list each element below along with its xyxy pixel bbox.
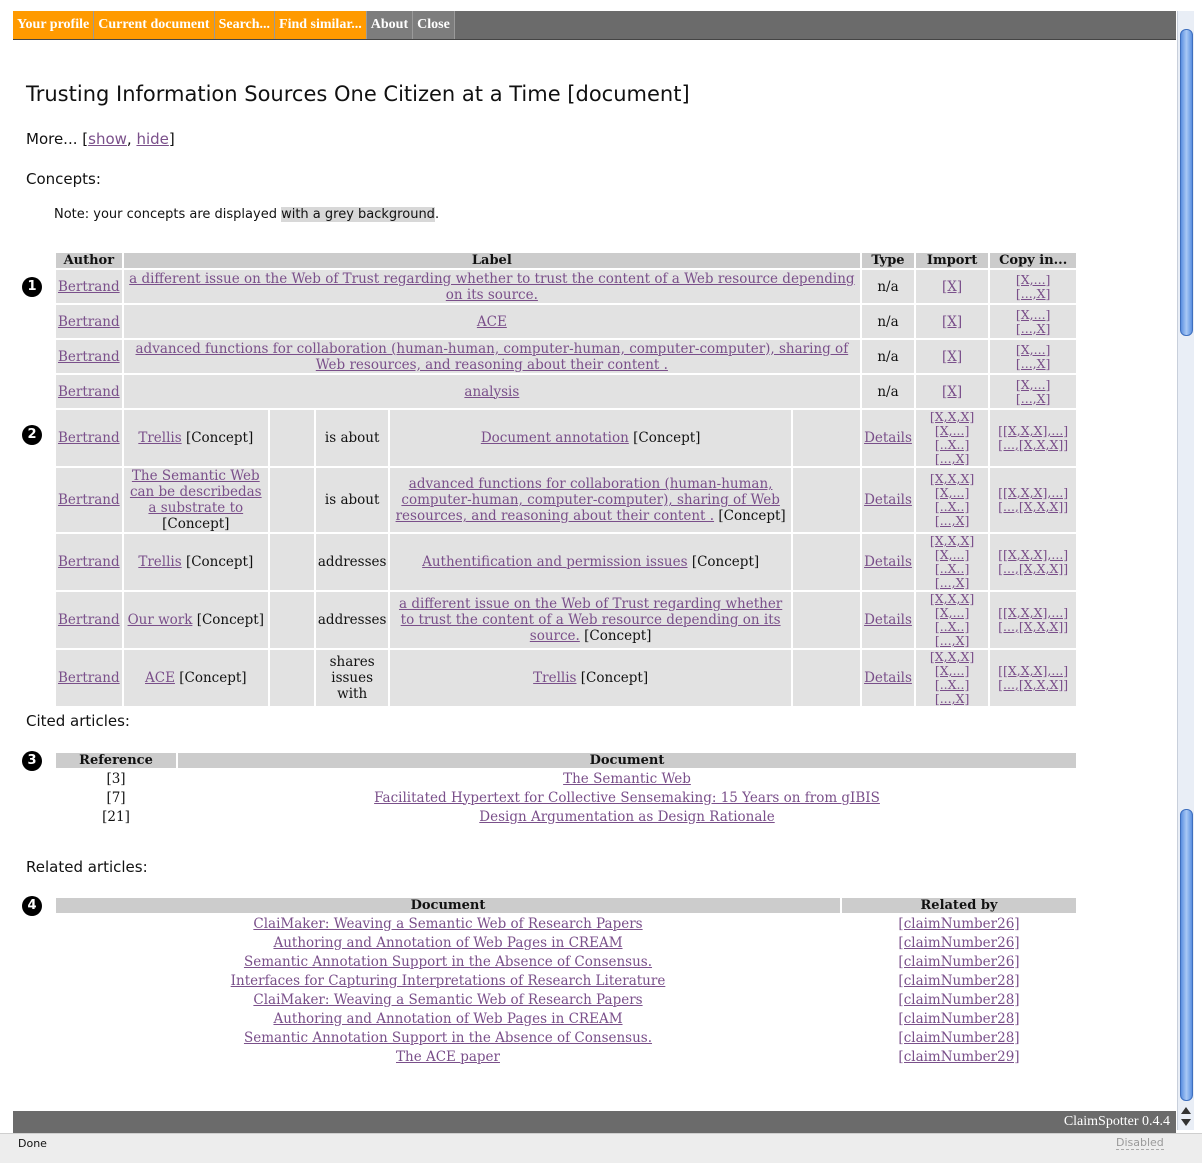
cited-document-link[interactable]: The Semantic Web xyxy=(563,770,691,787)
import-link[interactable]: [X] xyxy=(942,278,963,295)
subject-cell xyxy=(124,468,268,532)
copy-link-first[interactable]: [X,...] xyxy=(1015,376,1051,392)
scroll-down-icon[interactable] xyxy=(1181,1119,1191,1126)
related-by-link[interactable]: [claimNumber26] xyxy=(898,915,1020,932)
empty-cell xyxy=(270,534,314,590)
relation-row xyxy=(56,650,1076,706)
relation-cell: is about xyxy=(316,468,389,532)
subject-link[interactable]: Our work xyxy=(127,612,193,628)
import-link-xxx[interactable]: [X,X,X] xyxy=(929,533,975,548)
import-cell xyxy=(916,340,988,373)
type-cell: n/a xyxy=(862,340,914,373)
subject-cell xyxy=(124,650,268,706)
concept-label-link[interactable]: ACE xyxy=(476,313,507,330)
menu-close[interactable]: Close xyxy=(413,11,455,39)
scrollbar-thumb[interactable] xyxy=(1180,29,1193,336)
subject-link[interactable]: The Semantic Web can be describedas a substrate to xyxy=(129,468,262,516)
header-document: Document xyxy=(178,753,1076,768)
object-cell xyxy=(390,592,790,648)
relation-row xyxy=(56,468,1076,532)
relation-row xyxy=(56,592,1076,648)
import-link-first[interactable]: [X,...] xyxy=(934,423,970,438)
author-link[interactable]: Bertrand xyxy=(58,348,120,365)
concepts-heading: Concepts: xyxy=(26,170,101,188)
object-link[interactable]: Trellis xyxy=(533,670,577,686)
document-cell xyxy=(56,1029,840,1046)
note-highlight: with a grey background xyxy=(281,207,435,222)
author-cell xyxy=(56,592,122,648)
cited-document-link[interactable]: Facilitated Hypertext for Collective Sensemaking: 15 Years on from gIBIS xyxy=(374,789,880,806)
menu-find-similar[interactable]: Find similar... xyxy=(275,11,367,39)
cited-row xyxy=(56,770,1076,787)
author-cell xyxy=(56,270,122,303)
menu-bar xyxy=(13,11,1176,40)
empty-cell xyxy=(793,468,860,532)
concept-tag: [Concept] xyxy=(633,430,701,446)
copy-link-last[interactable]: [...,[X,X,X]] xyxy=(998,561,1069,576)
related-document-link[interactable]: ClaiMaker: Weaving a Semantic Web of Research Papers xyxy=(253,915,643,932)
import-cell xyxy=(916,410,988,466)
concept-tag: [Concept] xyxy=(185,554,254,570)
related-document-link[interactable]: Semantic Annotation Support in the Absence of Consensus. xyxy=(243,1029,653,1046)
app-version: ClaimSpotter 0.4.4 xyxy=(1063,1114,1170,1129)
document-cell xyxy=(178,770,1076,787)
author-cell xyxy=(56,375,122,408)
header-copy-in: Copy in... xyxy=(990,253,1076,268)
show-link[interactable]: show xyxy=(88,130,127,148)
details-link[interactable]: Details xyxy=(864,492,912,508)
details-cell xyxy=(862,650,914,706)
object-link[interactable]: Authentification and permission issues xyxy=(422,554,688,570)
concept-row xyxy=(56,375,1076,408)
relation-cell: addresses xyxy=(316,534,389,590)
import-link-first[interactable]: [X,...] xyxy=(934,605,970,620)
import-link-xxx[interactable]: [X,X,X] xyxy=(929,471,975,486)
author-link[interactable]: Bertrand xyxy=(58,612,120,628)
scroll-up-icon[interactable] xyxy=(1181,1107,1191,1114)
empty-cell xyxy=(270,650,314,706)
concept-tag: [Concept] xyxy=(162,516,230,532)
empty-cell xyxy=(270,410,314,466)
empty-cell xyxy=(793,592,860,648)
related-row xyxy=(56,1029,1076,1046)
type-cell: n/a xyxy=(862,270,914,303)
scrollbar[interactable] xyxy=(1177,11,1194,1130)
import-link-xxx[interactable]: [X,X,X] xyxy=(929,649,975,664)
label-cell xyxy=(124,305,860,338)
author-link[interactable]: Bertrand xyxy=(58,492,120,508)
import-link-middle[interactable]: [..X..] xyxy=(934,677,970,692)
author-link[interactable]: Bertrand xyxy=(58,430,120,446)
details-link[interactable]: Details xyxy=(864,670,912,686)
page-title: Trusting Information Sources One Citizen at a Time [document] xyxy=(26,82,690,106)
related-by-link[interactable]: [claimNumber26] xyxy=(898,934,1020,951)
document-cell xyxy=(56,934,840,951)
related-by-link[interactable]: [claimNumber28] xyxy=(898,1029,1020,1046)
header-import: Import xyxy=(916,253,988,268)
import-link-last[interactable]: [...,X] xyxy=(934,513,970,528)
related-by-link[interactable]: [claimNumber29] xyxy=(898,1048,1020,1065)
document-cell xyxy=(56,991,840,1008)
import-cell xyxy=(916,468,988,532)
details-cell xyxy=(862,534,914,590)
author-cell xyxy=(56,410,122,466)
document-cell xyxy=(56,1048,840,1065)
author-link[interactable]: Bertrand xyxy=(58,278,120,295)
note xyxy=(54,207,439,222)
status-disabled: Disabled xyxy=(1116,1136,1164,1149)
subject-link[interactable]: ACE xyxy=(145,670,175,686)
concept-tag: [Concept] xyxy=(580,670,649,686)
details-link[interactable]: Details xyxy=(864,612,912,628)
details-cell xyxy=(862,592,914,648)
import-link-first[interactable]: [X,...] xyxy=(934,663,970,678)
copy-link-first[interactable]: [X,...] xyxy=(1015,341,1051,357)
header-author: Author xyxy=(56,253,122,268)
import-link-xxx[interactable]: [X,X,X] xyxy=(929,591,975,606)
related-row xyxy=(56,1048,1076,1065)
related-by-cell xyxy=(842,934,1076,951)
author-cell xyxy=(56,468,122,532)
concept-tag: [Concept] xyxy=(584,628,652,644)
concept-row xyxy=(56,340,1076,373)
note-end: . xyxy=(434,207,440,222)
related-by-cell xyxy=(842,953,1076,970)
import-link-middle[interactable]: [..X..] xyxy=(934,619,970,634)
related-by-cell xyxy=(842,972,1076,989)
cited-row xyxy=(56,808,1076,825)
related-row xyxy=(56,915,1076,932)
related-document-link[interactable]: ClaiMaker: Weaving a Semantic Web of Research Papers xyxy=(253,991,643,1008)
related-document-link[interactable]: Semantic Annotation Support in the Absence of Consensus. xyxy=(243,953,653,970)
concept-tag: [Concept] xyxy=(691,554,760,570)
type-cell: n/a xyxy=(862,375,914,408)
concept-row xyxy=(56,305,1076,338)
import-link-middle[interactable]: [..X..] xyxy=(934,499,970,514)
import-link-first[interactable]: [X,...] xyxy=(934,547,970,562)
related-by-link[interactable]: [claimNumber28] xyxy=(898,1010,1020,1027)
subject-cell xyxy=(124,534,268,590)
concept-label-link[interactable]: advanced functions for collaboration (human-human, computer-human, computer-computer), sharing of Web resources, and reasoning about their content . xyxy=(135,340,849,373)
copy-link-first[interactable]: [[X,X,X],...] xyxy=(998,605,1069,620)
header-related-document: Document xyxy=(56,898,840,913)
object-link[interactable]: a different issue on the Web of Trust regarding whether to trust the content of a Web resource depending on its source. xyxy=(398,596,783,644)
subject-cell xyxy=(124,410,268,466)
scrollbar-thumb-lower[interactable] xyxy=(1180,809,1193,1101)
author-cell xyxy=(56,340,122,373)
related-by-cell xyxy=(842,915,1076,932)
document-cell xyxy=(56,972,840,989)
author-link[interactable]: Bertrand xyxy=(58,383,120,400)
related-document-link[interactable]: Interfaces for Capturing Interpretations of Research Literature xyxy=(230,972,666,989)
related-row xyxy=(56,953,1076,970)
import-link-middle[interactable]: [..X..] xyxy=(934,561,970,576)
copy-cell xyxy=(990,375,1076,408)
copy-link-last[interactable]: [...,[X,X,X]] xyxy=(998,499,1069,514)
related-articles-table xyxy=(54,896,1078,1067)
type-cell: n/a xyxy=(862,305,914,338)
copy-link-first[interactable]: [X,...] xyxy=(1015,271,1051,287)
import-cell xyxy=(916,592,988,648)
related-document-link[interactable]: Authoring and Annotation of Web Pages in CREAM xyxy=(273,934,623,951)
import-link-last[interactable]: [...,X] xyxy=(934,451,970,466)
import-link-first[interactable]: [X,...] xyxy=(934,485,970,500)
copy-link-last[interactable]: [...,[X,X,X]] xyxy=(998,677,1069,692)
document-cell xyxy=(56,915,840,932)
object-cell xyxy=(390,650,790,706)
details-cell xyxy=(862,468,914,532)
object-link[interactable]: Document annotation xyxy=(480,430,629,446)
related-row xyxy=(56,972,1076,989)
copy-link-first[interactable]: [[X,X,X],...] xyxy=(998,485,1069,500)
label-cell xyxy=(124,375,860,408)
import-link-last[interactable]: [...,X] xyxy=(934,575,970,590)
note-text: Note: your concepts are displayed xyxy=(54,207,282,222)
concepts-header-row xyxy=(56,253,1076,268)
concepts-table xyxy=(54,251,1078,708)
import-cell xyxy=(916,534,988,590)
bullet-3-icon: 3 xyxy=(22,751,42,771)
related-by-link[interactable]: [claimNumber28] xyxy=(898,991,1020,1008)
empty-cell xyxy=(270,592,314,648)
copy-link-last[interactable]: [...,[X,X,X]] xyxy=(998,437,1069,452)
author-cell xyxy=(56,534,122,590)
concept-tag: [Concept] xyxy=(718,508,786,524)
related-document-link[interactable]: Authoring and Annotation of Web Pages in CREAM xyxy=(273,1010,623,1027)
import-link[interactable]: [X] xyxy=(942,383,963,400)
object-link[interactable]: advanced functions for collaboration (human-human, computer-human, computer-computer), sharing of Web resources, and reasoning about their content . xyxy=(395,476,780,524)
concept-label-link[interactable]: analysis xyxy=(464,383,520,400)
empty-cell xyxy=(793,650,860,706)
object-cell xyxy=(390,410,790,466)
concept-tag: [Concept] xyxy=(179,670,247,686)
related-by-link[interactable]: [claimNumber26] xyxy=(898,953,1020,970)
bullet-4-icon: 4 xyxy=(22,896,42,916)
import-cell xyxy=(916,375,988,408)
document-cell xyxy=(56,1010,840,1027)
relation-row xyxy=(56,534,1076,590)
import-cell xyxy=(916,305,988,338)
document-cell xyxy=(178,789,1076,806)
relation-cell: is about xyxy=(316,410,389,466)
header-type: Type xyxy=(862,253,914,268)
cited-articles-table xyxy=(54,751,1078,827)
reference-cell: [3] xyxy=(56,770,176,787)
header-related-by: Related by xyxy=(842,898,1076,913)
related-by-cell xyxy=(842,1010,1076,1027)
menu-your-profile[interactable]: Your profile xyxy=(13,11,94,39)
more-line: More... [show, hide] xyxy=(26,130,175,148)
relation-row xyxy=(56,410,1076,466)
object-cell xyxy=(390,534,790,590)
document-cell xyxy=(56,953,840,970)
bullet-1-icon: 1 xyxy=(22,277,42,297)
footer-bar xyxy=(13,1111,1176,1133)
empty-cell xyxy=(793,534,860,590)
concept-label-link[interactable]: a different issue on the Web of Trust regarding whether to trust the content of a Web resource depending on its source. xyxy=(129,270,855,303)
import-cell xyxy=(916,650,988,706)
subject-cell xyxy=(124,592,268,648)
menu-search[interactable]: Search... xyxy=(215,11,275,39)
header-reference: Reference xyxy=(56,753,176,768)
copy-link-first[interactable]: [[X,X,X],...] xyxy=(998,423,1069,438)
copy-cell xyxy=(990,468,1076,532)
cited-row xyxy=(56,789,1076,806)
details-link[interactable]: Details xyxy=(864,430,912,446)
related-by-cell xyxy=(842,1048,1076,1065)
related-row xyxy=(56,934,1076,951)
details-link[interactable]: Details xyxy=(864,554,912,570)
reference-cell: [21] xyxy=(56,808,176,825)
copy-link-last[interactable]: [...,X] xyxy=(1015,285,1051,301)
menu-current-document[interactable]: Current document xyxy=(94,11,214,39)
concept-row xyxy=(56,270,1076,303)
related-articles-heading: Related articles: xyxy=(26,858,148,876)
copy-cell xyxy=(990,534,1076,590)
hide-link[interactable]: hide xyxy=(136,130,169,148)
copy-link-first[interactable]: [[X,X,X],...] xyxy=(998,663,1069,678)
menu-about[interactable]: About xyxy=(367,11,413,39)
copy-link-last[interactable]: [...,X] xyxy=(1015,320,1051,336)
header-label: Label xyxy=(124,253,860,268)
label-cell xyxy=(124,270,860,303)
empty-cell xyxy=(270,468,314,532)
bullet-2-icon: 2 xyxy=(22,425,42,445)
more-label: More... xyxy=(26,130,78,148)
copy-cell xyxy=(990,592,1076,648)
cited-articles-heading: Cited articles: xyxy=(26,712,130,730)
empty-cell xyxy=(793,410,860,466)
related-row xyxy=(56,991,1076,1008)
copy-cell xyxy=(990,340,1076,373)
import-link[interactable]: [X] xyxy=(942,313,963,330)
import-cell xyxy=(916,270,988,303)
relation-cell: shares issues with xyxy=(316,650,389,706)
copy-cell xyxy=(990,650,1076,706)
copy-link-last[interactable]: [...,[X,X,X]] xyxy=(998,619,1069,634)
related-by-link[interactable]: [claimNumber28] xyxy=(898,972,1020,989)
relation-cell: addresses xyxy=(316,592,389,648)
copy-cell xyxy=(990,270,1076,303)
subject-link[interactable]: Trellis xyxy=(138,430,182,446)
import-link-middle[interactable]: [..X..] xyxy=(934,437,970,452)
details-cell xyxy=(862,410,914,466)
related-by-cell xyxy=(842,991,1076,1008)
cited-header-row xyxy=(56,753,1076,768)
copy-link-first[interactable]: [[X,X,X],...] xyxy=(998,547,1069,562)
reference-cell: [7] xyxy=(56,789,176,806)
related-by-cell xyxy=(842,1029,1076,1046)
object-cell xyxy=(390,468,790,532)
related-document-link[interactable]: The ACE paper xyxy=(396,1048,500,1065)
author-cell xyxy=(56,305,122,338)
related-row xyxy=(56,1010,1076,1027)
status-text: Done xyxy=(18,1137,47,1150)
copy-link-last[interactable]: [...,X] xyxy=(1015,355,1051,371)
concept-tag: [Concept] xyxy=(196,612,264,628)
document-cell xyxy=(178,808,1076,825)
import-link-xxx[interactable]: [X,X,X] xyxy=(929,409,975,424)
author-link[interactable]: Bertrand xyxy=(58,313,120,330)
related-header-row xyxy=(56,898,1076,913)
import-link[interactable]: [X] xyxy=(942,348,963,365)
copy-link-first[interactable]: [X,...] xyxy=(1015,306,1051,322)
label-cell xyxy=(124,340,860,373)
import-link-last[interactable]: [...,X] xyxy=(934,633,970,648)
subject-link[interactable]: Trellis xyxy=(138,554,182,570)
copy-link-last[interactable]: [...,X] xyxy=(1015,390,1051,406)
author-link[interactable]: Bertrand xyxy=(58,554,120,570)
import-link-last[interactable]: [...,X] xyxy=(934,691,970,706)
cited-document-link[interactable]: Design Argumentation as Design Rationale xyxy=(479,808,775,825)
author-cell xyxy=(56,650,122,706)
concept-tag: [Concept] xyxy=(185,430,254,446)
copy-cell xyxy=(990,410,1076,466)
status-bar xyxy=(0,1133,1202,1163)
author-link[interactable]: Bertrand xyxy=(58,670,120,686)
copy-cell xyxy=(990,305,1076,338)
